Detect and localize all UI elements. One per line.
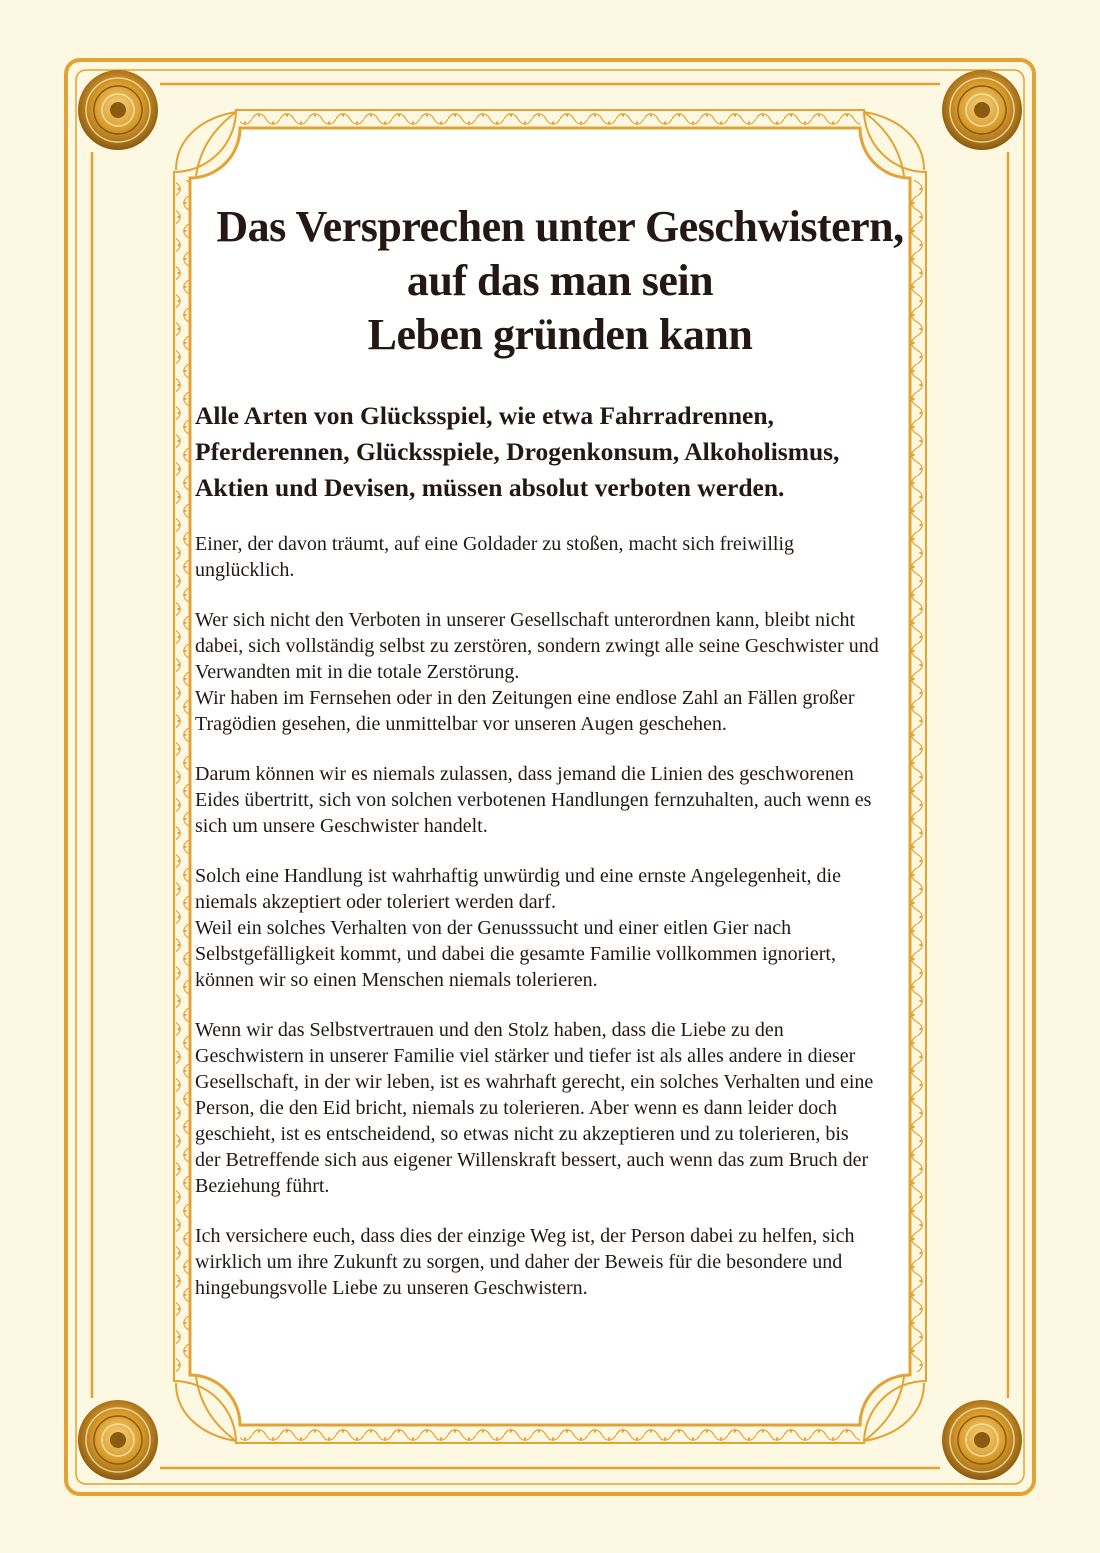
paragraph-line: Person, die den Eid bricht, niemals zu tolerieren. Aber wenn es dann leider doch (195, 1097, 838, 1119)
paragraph-line: Eides übertritt, sich von solchen verbotenen Handlungen fernzuhalten, auch wenn es (195, 789, 872, 811)
subtitle (195, 398, 925, 506)
paragraph-line: niemals akzeptiert oder toleriert werden darf. (195, 891, 556, 913)
subtitle-line: Alle Arten von Glücksspiel, wie etwa Fahrradrennen, (195, 401, 774, 430)
paragraph-line: Beziehung führt. (195, 1175, 330, 1197)
paragraph-line: Gesellschaft, in der wir leben, ist es wahrhaft gerecht, ein solches Verhalten und eine (195, 1071, 874, 1093)
paragraph-line: Darum können wir es niemals zulassen, dass jemand die Linien des geschworenen (195, 763, 854, 785)
paragraph-line: sich um unsere Geschwister handelt. (195, 815, 488, 837)
document-body (195, 200, 925, 1301)
paragraph (195, 607, 925, 737)
paragraph-line: Wer sich nicht den Verboten in unserer Gesellschaft unterordnen kann, bleibt nicht (195, 609, 856, 631)
paragraph-line: Selbstgefälligkeit kommt, und dabei die gesamte Familie vollkommen ignoriert, (195, 943, 836, 965)
paragraph-line: dabei, sich vollständig selbst zu zerstören, sondern zwingt alle seine Geschwister und (195, 635, 879, 657)
paragraph-line: der Betreffende sich aus eigener Willenskraft bessert, auch wenn das zum Bruch der (195, 1149, 869, 1171)
paragraph-line: Geschwistern in unserer Familie viel stärker und tiefer ist als alles andere in dieser (195, 1045, 856, 1067)
paragraph (195, 863, 925, 993)
paragraph-line: geschieht, ist es entscheidend, so etwas nicht zu akzeptieren und zu tolerieren, bis (195, 1123, 849, 1145)
paragraph-line: wirklich um ihre Zukunft zu sorgen, und daher der Beweis für die besondere und (195, 1251, 843, 1273)
paragraph-line: Verwandten mit in die totale Zerstörung. (195, 661, 520, 683)
paragraph-line: Einer, der davon träumt, auf eine Goldader zu stoßen, macht sich freiwillig (195, 533, 794, 555)
paragraph-line: Tragödien gesehen, die unmittelbar vor unseren Augen geschehen. (195, 713, 727, 735)
title-line: Das Versprechen unter Geschwistern, (216, 202, 904, 251)
subtitle-line: Aktien und Devisen, müssen absolut verboten werden. (195, 473, 785, 502)
subtitle-line: Pferderennen, Glücksspiele, Drogenkonsum, Alkoholismus, (195, 437, 840, 466)
paragraph-line: Wir haben im Fernsehen oder in den Zeitungen eine endlose Zahl an Fällen großer (195, 687, 855, 709)
corner-medallion-icon (942, 70, 1022, 150)
corner-medallion-icon (78, 70, 158, 150)
paragraph-line: hingebungsvolle Liebe zu unseren Geschwistern. (195, 1277, 588, 1299)
paragraph-line: unglücklich. (195, 559, 295, 581)
paragraph (195, 531, 925, 583)
paragraph (195, 761, 925, 839)
paragraph-line: Solch eine Handlung ist wahrhaftig unwürdig und eine ernste Angelegenheit, die (195, 865, 841, 887)
title-line: auf das man sein (406, 256, 714, 305)
paragraph-line: Wenn wir das Selbstvertrauen und den Stolz haben, dass die Liebe zu den (195, 1019, 784, 1041)
title-line: Leben gründen kann (367, 310, 753, 359)
paragraph-line: Weil ein solches Verhalten von der Genusssucht und einer eitlen Gier nach (195, 917, 792, 939)
paragraph-line: Ich versichere euch, dass dies der einzige Weg ist, der Person dabei zu helfen, sich (195, 1225, 855, 1247)
paragraph-line: können wir so einen Menschen niemals tolerieren. (195, 969, 598, 991)
paragraph (195, 1223, 925, 1301)
corner-medallion-icon (942, 1400, 1022, 1480)
page-title (195, 200, 925, 362)
corner-medallion-icon (78, 1400, 158, 1480)
paragraph (195, 1017, 925, 1199)
